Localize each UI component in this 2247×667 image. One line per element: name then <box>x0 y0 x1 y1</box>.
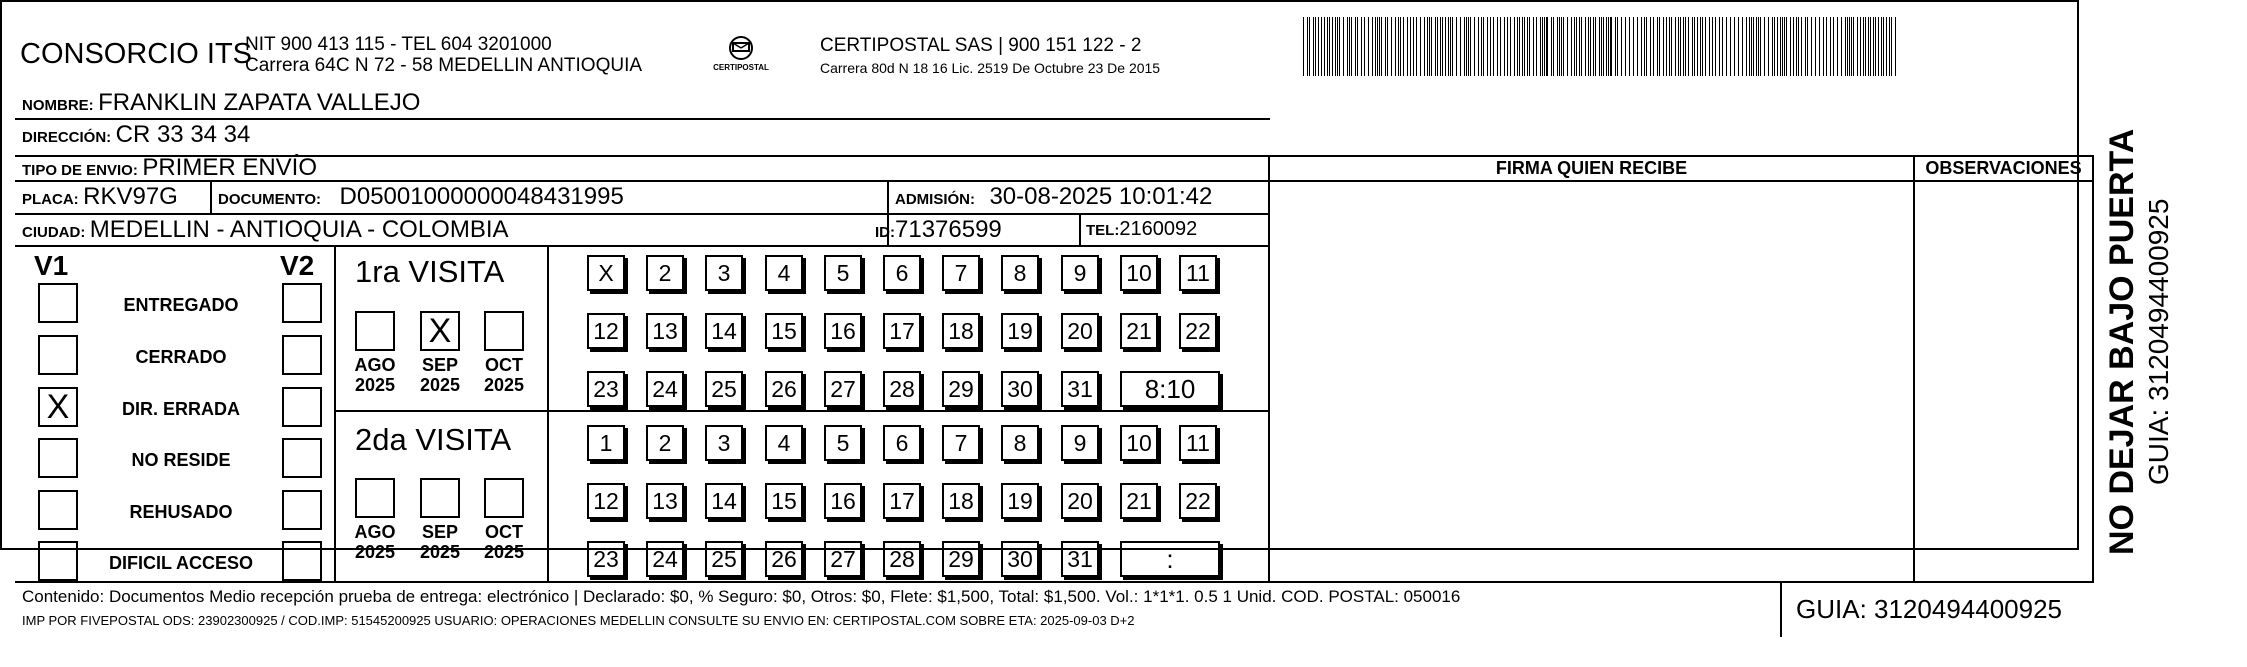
status-v1-checkbox[interactable]: X <box>38 387 78 427</box>
documento-label: DOCUMENTO: <box>218 191 322 208</box>
day-box[interactable]: 15 <box>765 483 803 519</box>
nombre-label: NOMBRE: <box>22 97 94 114</box>
day-box[interactable]: 21 <box>1120 313 1158 349</box>
carrier-address: Carrera 80d N 18 16 Lic. 2519 De Octubre 23 De 2015 <box>820 60 1161 76</box>
carrier-name: CERTIPOSTAL SAS | 900 151 122 - 2 <box>820 35 1142 56</box>
admision-label: ADMISIÓN: <box>895 191 975 208</box>
side-notice: NO DEJAR BAJO PUERTA <box>2103 128 2141 555</box>
company-name: CONSORCIO ITS <box>20 38 253 70</box>
month-year: 2025 <box>483 375 525 395</box>
day-box[interactable]: 8 <box>1001 425 1039 461</box>
day-box[interactable]: 17 <box>883 483 921 519</box>
id-value: 71376599 <box>895 216 1002 243</box>
month-checkbox[interactable] <box>355 478 395 518</box>
ciudad-label: CIUDAD: <box>22 224 86 241</box>
day-box[interactable]: 25 <box>705 541 743 577</box>
tel-label: TEL: <box>1086 222 1120 239</box>
placa-row <box>22 183 178 211</box>
day-box[interactable]: 12 <box>587 313 625 349</box>
side-guia: GUIA: 3120494400925 <box>2143 198 2174 485</box>
day-box[interactable]: 5 <box>824 255 862 291</box>
documento-value: D05001000000048431995 <box>339 183 624 210</box>
day-box[interactable]: 13 <box>646 313 684 349</box>
day-box[interactable]: 13 <box>646 483 684 519</box>
status-label: DIFICIL ACCESO <box>108 553 253 573</box>
day-box[interactable]: 18 <box>942 313 980 349</box>
day-box[interactable]: 11 <box>1179 255 1217 291</box>
month-name: OCT <box>485 355 523 375</box>
ciudad-value: MEDELLIN - ANTIOQUIA - COLOMBIA <box>89 216 509 243</box>
nombre-row <box>22 89 420 117</box>
day-box[interactable]: 30 <box>1001 371 1039 407</box>
certipostal-logo <box>713 34 769 82</box>
placa-value: RKV97G <box>83 183 178 210</box>
tipo-row <box>22 154 317 182</box>
time-box[interactable]: 8:10 <box>1120 371 1220 407</box>
month-checkbox[interactable] <box>420 478 460 518</box>
status-v2-checkbox[interactable] <box>282 490 322 530</box>
status-label: REHUSADO <box>129 502 233 522</box>
day-box[interactable]: 6 <box>883 255 921 291</box>
day-box[interactable]: 28 <box>883 371 921 407</box>
day-box[interactable]: 25 <box>705 371 743 407</box>
day-box[interactable]: 27 <box>824 371 862 407</box>
nombre-value: FRANKLIN ZAPATA VALLEJO <box>98 89 421 116</box>
status-label: ENTREGADO <box>123 295 239 315</box>
company-address: Carrera 64C N 72 - 58 MEDELLIN ANTIOQUIA <box>245 55 643 76</box>
month-name: SEP <box>421 355 459 375</box>
day-box[interactable]: 27 <box>824 541 862 577</box>
status-v2-checkbox[interactable] <box>282 438 322 478</box>
month-year: 2025 <box>419 375 461 395</box>
month-year: 2025 <box>354 542 396 562</box>
day-box[interactable]: X <box>587 255 625 291</box>
company-nit: NIT 900 413 115 - TEL 604 3201000 <box>245 34 552 55</box>
documento-row <box>218 183 624 211</box>
day-box[interactable]: 19 <box>1001 313 1039 349</box>
observaciones-label: OBSERVACIONES <box>1925 158 2082 178</box>
month-name: SEP <box>421 522 459 542</box>
status-label: CERRADO <box>135 347 227 367</box>
month-checkbox[interactable] <box>355 311 395 351</box>
day-box[interactable]: 24 <box>646 541 684 577</box>
day-box[interactable]: 6 <box>883 425 921 461</box>
month-checkbox[interactable] <box>484 311 524 351</box>
day-box[interactable]: 3 <box>705 425 743 461</box>
footer-imp: IMP POR FIVEPOSTAL ODS: 23902300925 / COD.IMP: 51545200925 USUARIO: OPERACIONES MEDELLIN CONSULTE SU ENVIO EN: CERTIPOSTAL.COM SOBRE ETA: 2025-09-03 D+2 <box>22 613 1135 628</box>
status-v2-checkbox[interactable] <box>282 283 322 323</box>
visit1-title: 1ra VISITA <box>355 254 505 289</box>
day-box[interactable]: 4 <box>765 255 803 291</box>
id-row <box>875 216 1002 244</box>
day-box[interactable]: 7 <box>942 425 980 461</box>
day-box[interactable]: 26 <box>765 541 803 577</box>
day-box[interactable]: 1 <box>587 425 625 461</box>
day-box[interactable]: 23 <box>587 541 625 577</box>
time-box[interactable]: : <box>1120 541 1220 577</box>
month-year: 2025 <box>354 375 396 395</box>
status-v2-checkbox[interactable] <box>282 541 322 581</box>
admision-value: 30-08-2025 10:01:42 <box>989 183 1213 210</box>
status-v2-checkbox[interactable] <box>282 335 322 375</box>
day-box[interactable]: 29 <box>942 371 980 407</box>
tel-row <box>1086 218 1197 241</box>
day-box[interactable]: 15 <box>765 313 803 349</box>
day-box[interactable]: 18 <box>942 483 980 519</box>
status-label: NO RESIDE <box>131 450 231 470</box>
tipo-label: TIPO DE ENVIO: <box>22 162 138 179</box>
footer-guia: GUIA: 3120494400925 <box>1796 594 2062 624</box>
day-box[interactable]: 4 <box>765 425 803 461</box>
day-box[interactable]: 10 <box>1120 255 1158 291</box>
status-v2-checkbox[interactable] <box>282 387 322 427</box>
day-box[interactable]: 7 <box>942 255 980 291</box>
day-box[interactable]: 31 <box>1061 541 1099 577</box>
placa-label: PLACA: <box>22 191 79 208</box>
direccion-row <box>22 121 250 149</box>
day-box[interactable]: 5 <box>824 425 862 461</box>
day-box[interactable]: 8 <box>1001 255 1039 291</box>
day-box[interactable]: 24 <box>646 371 684 407</box>
admision-row <box>895 183 1212 211</box>
month-name: OCT <box>485 522 523 542</box>
tipo-value: PRIMER ENVÍO <box>142 154 318 181</box>
direccion-value: CR 33 34 34 <box>115 121 251 148</box>
day-box[interactable]: 10 <box>1120 425 1158 461</box>
day-box[interactable]: 22 <box>1179 483 1217 519</box>
day-box[interactable]: 28 <box>883 541 921 577</box>
month-name: AGO <box>354 522 396 542</box>
month-checkbox[interactable] <box>484 478 524 518</box>
day-box[interactable]: 29 <box>942 541 980 577</box>
day-box[interactable]: 22 <box>1179 313 1217 349</box>
status-label: DIR. ERRADA <box>121 399 240 419</box>
day-box[interactable]: 14 <box>705 313 743 349</box>
day-box[interactable]: 12 <box>587 483 625 519</box>
day-box[interactable]: 9 <box>1061 425 1099 461</box>
day-box[interactable]: 17 <box>883 313 921 349</box>
month-year: 2025 <box>419 542 461 562</box>
v1-header: V1 <box>34 250 69 281</box>
day-box[interactable]: 11 <box>1179 425 1217 461</box>
day-box[interactable]: 16 <box>824 483 862 519</box>
day-box[interactable]: 19 <box>1001 483 1039 519</box>
day-box[interactable]: 16 <box>824 313 862 349</box>
footer-contenido: Contenido: Documentos Medio recepción prueba de entrega: electrónico | Declarado: $0, % Seguro: $0, Otros: $0, Flete: $1,500, Total: $1,500. Vol.: 1*1*1. 0.5 1 Unid. COD. POSTAL: 050016 <box>22 587 1461 606</box>
day-box[interactable]: 21 <box>1120 483 1158 519</box>
day-box[interactable]: 23 <box>587 371 625 407</box>
day-box[interactable]: 3 <box>705 255 743 291</box>
month-year: 2025 <box>483 542 525 562</box>
day-box[interactable]: 20 <box>1061 313 1099 349</box>
day-box[interactable]: 9 <box>1061 255 1099 291</box>
day-box[interactable]: 20 <box>1061 483 1099 519</box>
barcode <box>1303 17 1900 76</box>
day-box[interactable]: 30 <box>1001 541 1039 577</box>
day-box[interactable]: 26 <box>765 371 803 407</box>
month-name: AGO <box>354 355 396 375</box>
direccion-label: DIRECCIÓN: <box>22 129 112 146</box>
day-box[interactable]: 14 <box>705 483 743 519</box>
v2-header: V2 <box>280 250 315 281</box>
day-box[interactable]: 31 <box>1061 371 1099 407</box>
tel-value: 2160092 <box>1119 218 1198 240</box>
day-box[interactable]: 2 <box>646 425 684 461</box>
month-checkbox[interactable]: X <box>420 311 460 351</box>
ciudad-row <box>22 216 509 244</box>
visit2-title: 2da VISITA <box>355 422 512 457</box>
id-label: ID: <box>875 224 895 241</box>
logo-text: CERTIPOSTAL <box>713 63 769 72</box>
day-box[interactable]: 2 <box>646 255 684 291</box>
firma-label: FIRMA QUIEN RECIBE <box>1495 158 1688 178</box>
